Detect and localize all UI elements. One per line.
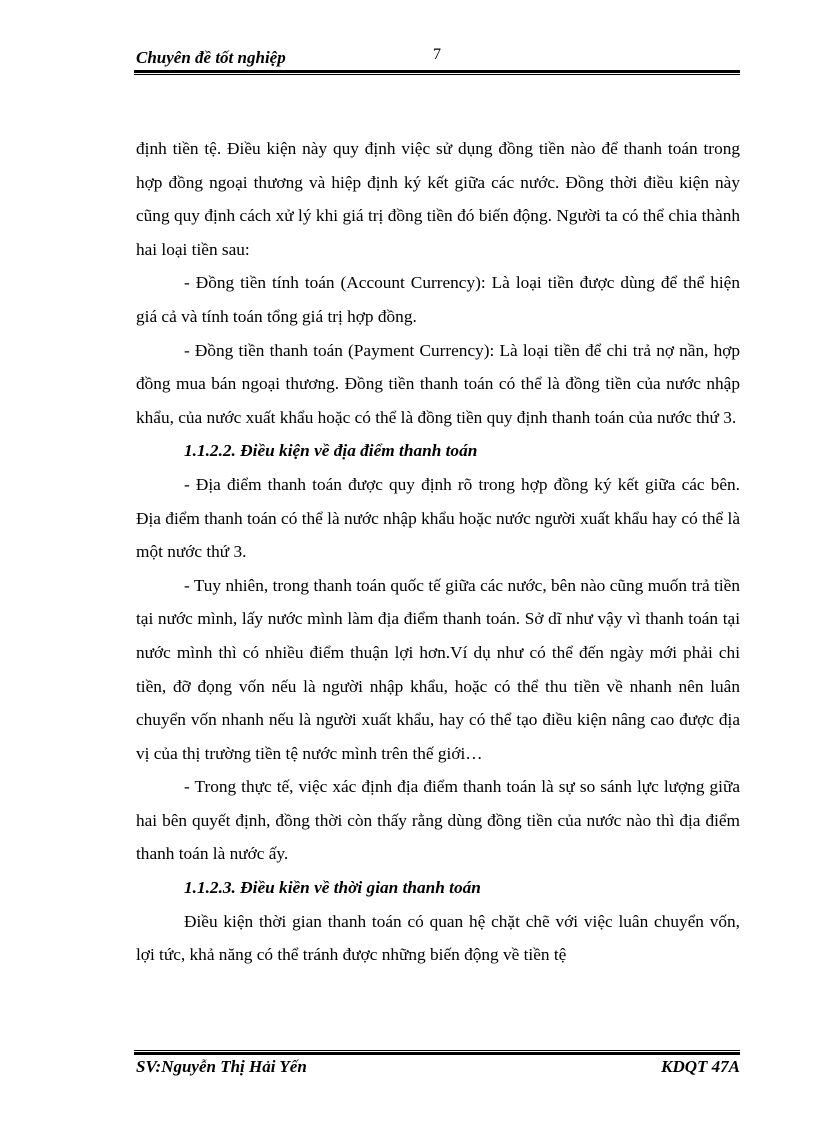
paragraph-6: - Trong thực tế, việc xác định địa điểm thanh toán là sự so sánh lực lượng giữa hai bên quyết định, đồng thời còn thấy rằng dùng đồng tiền của nước nào thì địa điểm thanh toán là nước ấy. (136, 777, 740, 864)
paragraph-7: Điều kiện thời gian thanh toán có quan hệ chặt chẽ với việc luân chuyển vốn, lợi tức, khả năng có thể tránh được những biến động về tiền tệ (136, 911, 740, 965)
footer-student-name: SV:Nguyễn Thị Hải Yến (136, 1057, 307, 1076)
header-title: Chuyên đề tốt nghiệp (136, 48, 286, 67)
footer-class-code: KDQT 47A (661, 1057, 740, 1076)
page-number: 7 (433, 46, 441, 63)
document-body (136, 132, 740, 972)
header-divider (134, 70, 740, 75)
footer-divider (134, 1050, 740, 1055)
paragraph-5: - Tuy nhiên, trong thanh toán quốc tế giữa các nước, bên nào cũng muốn trả tiền tại nước mình, lấy nước mình làm địa điểm thanh toán. Sở dĩ như vậy vì thanh toán tại nước mình thì có nhiều điểm thuận lợi hơn.Ví dụ như có thể đến ngày mới phải chi tiền, đỡ đọng vốn nếu là người nhập khẩu, hoặc có thể thu tiền về nhanh nên luân chuyển vốn nhanh nếu là người xuất khẩu, hay có thể tạo điều kiện nâng cao được địa vị của thị trường tiền tệ nước mình trên thế giới… (136, 575, 740, 763)
paragraph-4: - Địa điểm thanh toán được quy định rõ trong hợp đồng ký kết giữa các bên. Địa điểm thanh toán có thể là nước nhập khẩu hoặc nước người xuất khẩu hay có thể là một nước thứ 3. (136, 474, 740, 562)
section-heading-1-1-2-2: 1.1.2.2. Điều kiện về địa điểm thanh toán (184, 441, 478, 461)
paragraph-2: - Đồng tiền tính toán (Account Currency): Là loại tiền được dùng để thể hiện giá cả và tính toán tổng giá trị hợp đồng. (136, 273, 740, 326)
paragraph-3: - Đồng tiền thanh toán (Payment Currency): Là loại tiền để chi trả nợ nần, hợp đồng mua bán ngoại thương. Đồng tiền thanh toán có thể là đồng tiền của nước nhập khẩu, của nước xuất khẩu hoặc có thể là đồng tiền quy định thanh toán của nước thứ 3. (136, 340, 740, 427)
paragraph-1: định tiền tệ. Điều kiện này quy định việc sử dụng đồng tiền nào để thanh toán trong hợp đồng ngoại thương và hiệp định ký kết giữa các nước. Đồng thời điều kiện này cũng quy định cách xử lý khi giá trị đồng tiền đó biến động. Người ta có thể chia thành hai loại tiền sau: (136, 139, 740, 259)
section-heading-1-1-2-3: 1.1.2.3. Điều kiền về thời gian thanh toán (184, 878, 481, 898)
